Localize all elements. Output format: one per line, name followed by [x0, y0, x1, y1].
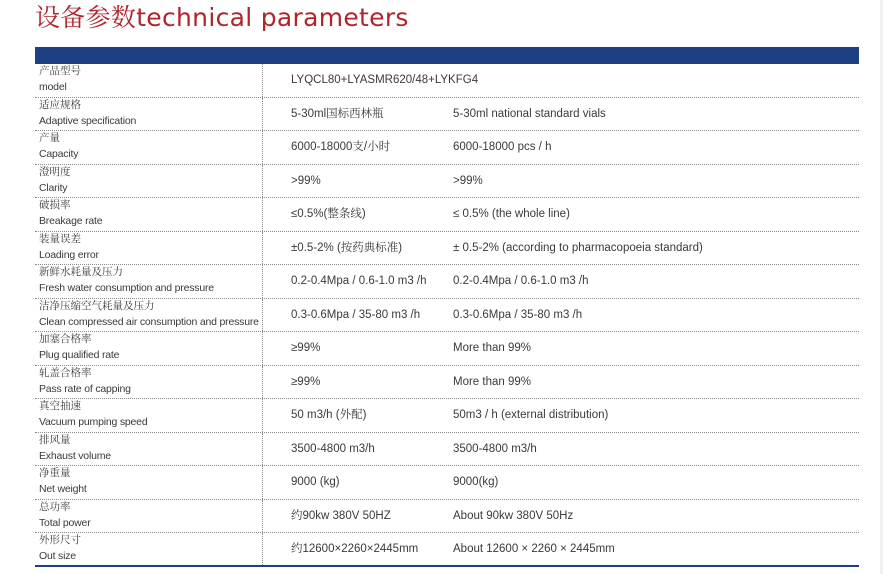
spec-value-zh: 0.2-0.4Mpa / 0.6-1.0 m3 /h: [291, 275, 427, 287]
spec-label-en: Pass rate of capping: [39, 382, 131, 395]
spec-value-zh: >99%: [291, 174, 321, 187]
spec-label-cell: [35, 64, 263, 97]
spec-label-zh: 总功率: [39, 500, 71, 513]
spec-label-zh: 轧盖合格率: [39, 366, 92, 379]
spec-label-en: Exhaust volume: [39, 449, 111, 462]
spec-label-en: Out size: [39, 550, 76, 562]
spec-row-capacity: [35, 131, 859, 165]
spec-label-zh: 真空抽速: [39, 400, 81, 412]
spec-label-en: model: [39, 81, 67, 93]
spec-value-zh: 6000-18000支/小时: [291, 141, 391, 153]
spec-label-zh: 产量: [39, 132, 60, 144]
spec-label-en: Clarity: [39, 181, 68, 194]
spec-label-zh: 澄明度: [39, 165, 71, 178]
spec-label-cell: [35, 198, 263, 231]
spec-row-model: [35, 64, 859, 98]
spec-row-exhaust-volume: [35, 433, 859, 467]
spec-value-zh: ≥99%: [291, 375, 321, 388]
spec-label-en: Loading error: [39, 248, 99, 261]
spec-label-cell: [35, 232, 263, 265]
spec-value-zh: 0.3-0.6Mpa / 35-80 m3 /h: [291, 308, 421, 321]
spec-row-loading-error: [35, 232, 859, 266]
spec-row-breakage-rate: [35, 198, 859, 232]
spec-row-compressed-air: [35, 299, 859, 333]
spec-label-zh: 适应规格: [39, 98, 81, 111]
spec-row-adaptive-specification: [35, 98, 859, 132]
spec-value-zh: 约12600×2260×2445mm: [291, 543, 419, 555]
spec-value-en: 6000-18000 pcs / h: [453, 141, 552, 153]
spec-value-en: 3500-4800 m3/h: [453, 442, 537, 455]
spec-label-cell: [35, 131, 263, 164]
spec-value-en: 5-30ml national standard vials: [453, 107, 606, 120]
spec-value-en: ≤ 0.5% (the whole line): [453, 208, 570, 220]
spec-value-zh: 约90kw 380V 50HZ: [291, 509, 391, 522]
spec-row-fresh-water: [35, 265, 859, 299]
spec-value-zh: 9000 (kg): [291, 476, 340, 488]
spec-label-cell: [35, 165, 263, 198]
spec-value-en: 0.3-0.6Mpa / 35-80 m3 /h: [453, 308, 583, 321]
spec-value-zh: 50 m3/h (外配): [291, 409, 367, 421]
spec-label-cell: [35, 399, 263, 432]
spec-label-cell: [35, 366, 263, 399]
spec-label-cell: [35, 98, 263, 131]
spec-row-plug-qualified-rate: [35, 332, 859, 366]
spec-label-cell: [35, 265, 263, 298]
spec-value-en: More than 99%: [453, 342, 531, 354]
spec-value-zh: 5-30ml国标西林瓶: [291, 107, 384, 120]
page-title: 设备参数technical parameters: [35, 3, 409, 32]
spec-value-zh: ≤0.5%(整条线): [291, 208, 366, 220]
spec-row-clarity: [35, 165, 859, 199]
spec-label-zh: 净重量: [39, 467, 71, 479]
spec-label-en: Capacity: [39, 148, 79, 160]
spec-label-en: Net weight: [39, 483, 87, 495]
spec-label-en: Total power: [39, 516, 91, 529]
spec-label-en: Plug qualified rate: [39, 349, 120, 361]
table-header-bar: [35, 47, 859, 64]
spec-label-zh: 产品型号: [39, 65, 81, 77]
spec-label-zh: 新鲜水耗量及压力: [39, 266, 123, 278]
spec-value-en: About 12600 × 2260 × 2445mm: [453, 543, 615, 555]
spec-value-en: 0.2-0.4Mpa / 0.6-1.0 m3 /h: [453, 275, 589, 287]
spec-label-zh: 加塞合格率: [39, 333, 92, 345]
spec-value-en: ± 0.5-2% (according to pharmacopoeia standard): [453, 241, 703, 254]
spec-label-cell: [35, 466, 263, 499]
spec-label-en: Adaptive specification: [39, 114, 137, 127]
spec-label-zh: 破损率: [39, 199, 71, 211]
spec-value-zh: ≥99%: [291, 342, 321, 354]
spec-label-cell: [35, 299, 263, 332]
spec-label-en: Breakage rate: [39, 215, 103, 227]
spec-value-en: 9000(kg): [453, 476, 499, 488]
spec-label-en: Fresh water consumption and pressure: [39, 282, 214, 294]
spec-value-en: More than 99%: [453, 375, 531, 388]
spec-value-zh: 3500-4800 m3/h: [291, 442, 375, 455]
spec-label-zh: 排风量: [39, 433, 71, 446]
spec-value-zh: LYQCL80+LYASMR620/48+LYKFG4: [291, 74, 479, 86]
spec-label-zh: 装量误差: [39, 232, 81, 245]
spec-label-cell: [35, 533, 263, 565]
spec-row-vacuum-pumping-speed: [35, 399, 859, 433]
spec-label-cell: [35, 500, 263, 533]
spec-value-en: >99%: [453, 174, 483, 187]
spec-value-en: About 90kw 380V 50Hz: [453, 509, 574, 522]
spec-value-zh: ±0.5-2% (按药典标准): [291, 241, 403, 254]
spec-row-out-size: [35, 533, 859, 567]
spec-label-zh: 外形尺寸: [39, 534, 81, 546]
spec-row-capping-pass-rate: [35, 366, 859, 400]
spec-label-en: Vacuum pumping speed: [39, 416, 148, 428]
spec-row-total-power: [35, 500, 859, 534]
spec-row-net-weight: [35, 466, 859, 500]
spec-table: [35, 64, 859, 567]
spec-value-en: 50m3 / h (external distribution): [453, 409, 609, 421]
spec-label-en: Clean compressed air consumption and pressure: [39, 315, 259, 328]
spec-label-cell: [35, 332, 263, 365]
spec-label-cell: [35, 433, 263, 466]
spec-label-zh: 洁净压缩空气耗量及压力: [39, 299, 155, 312]
